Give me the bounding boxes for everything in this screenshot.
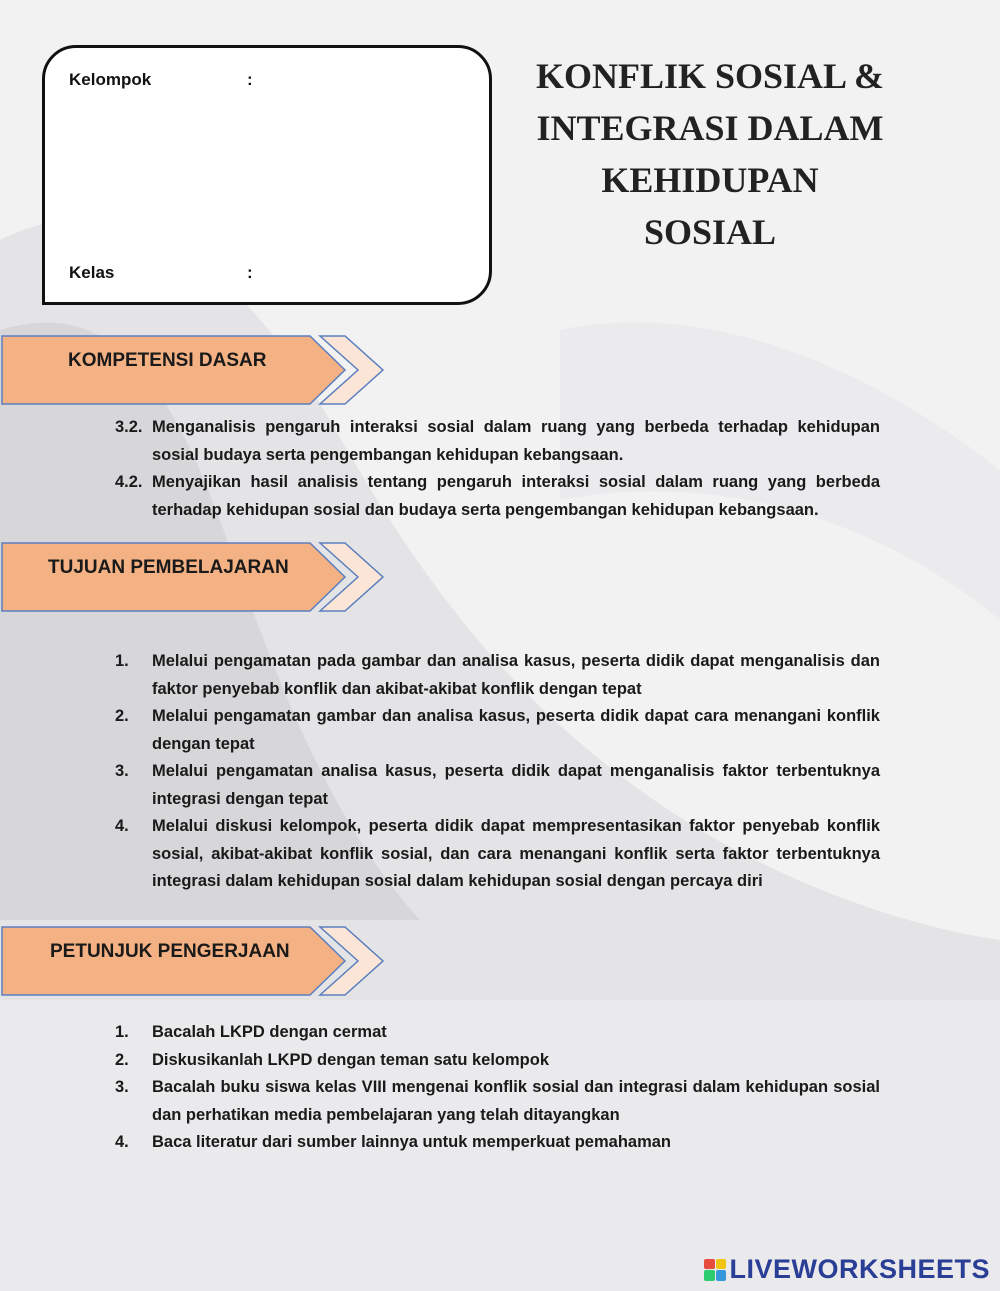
item-text: Bacalah LKPD dengan cermat <box>152 1023 387 1041</box>
tujuan-list <box>115 648 880 896</box>
class-label: Kelas <box>69 263 115 282</box>
item-text: Melalui diskusi kelompok, peserta didik dapat mempresentasikan faktor penyebab konflik sosial, akibat-akibat konflik sosial, dan cara menangani konflik serta faktor terbentuknya integrasi dalam kehidupan sosial dalam kehidupan sosial dengan percaya diri <box>152 817 880 890</box>
list-item <box>115 469 880 524</box>
class-colon: : <box>247 263 253 282</box>
title-line: SOSIAL <box>643 212 777 252</box>
list-item <box>115 1074 880 1129</box>
item-text: Melalui pengamatan pada gambar dan analisa kasus, peserta didik dapat menganalisis dan faktor penyebab konflik dan akibat-akibat konflik dengan tepat <box>152 652 880 698</box>
list-item <box>115 1019 880 1047</box>
liveworksheets-logo[interactable] <box>704 1254 990 1285</box>
brand-name: LIVEWORKSHEETS <box>729 1254 990 1284</box>
banner-kompetensi <box>0 334 390 406</box>
liveworksheets-logo-icon <box>704 1259 726 1281</box>
item-text: Bacalah buku siswa kelas VIII mengenai konflik sosial dan integrasi dalam kehidupan sosial dan perhatikan media pembelajaran yang telah ditayangkan <box>152 1078 880 1124</box>
group-label: Kelompok <box>69 70 152 89</box>
group-field[interactable] <box>69 70 253 90</box>
item-text: Melalui pengamatan analisa kasus, peserta didik dapat menganalisis faktor terbentuknya integrasi dengan tepat <box>152 762 880 808</box>
section-heading: PETUNJUK PENGERJAAN <box>50 941 290 962</box>
banner-tujuan <box>0 541 390 613</box>
list-item <box>115 703 880 758</box>
item-number: 3. <box>115 1078 129 1096</box>
banner-petunjuk <box>0 925 390 997</box>
class-field[interactable] <box>69 263 253 283</box>
item-number: 1. <box>115 1023 129 1041</box>
section-heading: TUJUAN PEMBELAJARAN <box>48 557 289 578</box>
item-text: Diskusikanlah LKPD dengan teman satu kelompok <box>152 1050 550 1069</box>
title-line: INTEGRASI DALAM <box>536 108 884 148</box>
item-number: 4. <box>115 817 129 835</box>
item-number: 2. <box>115 1050 129 1069</box>
item-number: 3. <box>115 762 129 780</box>
group-colon: : <box>247 70 253 89</box>
petunjuk-list <box>115 1019 880 1157</box>
list-item <box>115 758 880 813</box>
section-heading: KOMPETENSI DASAR <box>68 350 267 371</box>
item-number: 2. <box>115 707 129 725</box>
title-line: KEHIDUPAN <box>601 160 819 200</box>
page-title <box>510 50 910 258</box>
list-item <box>115 1129 880 1157</box>
item-text: Menyajikan hasil analisis tentang pengaruh interaksi sosial dalam ruang yang berbeda terhadap kehidupan sosial dan budaya serta pengembangan kehidupan kebangsaan. <box>152 473 880 519</box>
list-item <box>115 1047 880 1075</box>
item-text: Melalui pengamatan gambar dan analisa kasus, peserta didik dapat cara menangani konflik dengan tepat <box>152 707 880 753</box>
item-number: 1. <box>115 652 129 670</box>
identity-box <box>42 45 492 305</box>
item-text: Menganalisis pengaruh interaksi sosial dalam ruang yang berbeda terhadap kehidupan sosial budaya serta pengembangan kehidupan kebangsaan. <box>152 418 880 464</box>
item-number: 4.2. <box>115 473 143 491</box>
item-text: Baca literatur dari sumber lainnya untuk memperkuat pemahaman <box>152 1133 672 1151</box>
item-number: 3.2. <box>115 418 143 436</box>
title-line: KONFLIK SOSIAL & <box>535 56 885 96</box>
list-item <box>115 414 880 469</box>
kompetensi-list <box>115 414 880 524</box>
list-item <box>115 648 880 703</box>
list-item <box>115 813 880 896</box>
item-number: 4. <box>115 1133 129 1151</box>
